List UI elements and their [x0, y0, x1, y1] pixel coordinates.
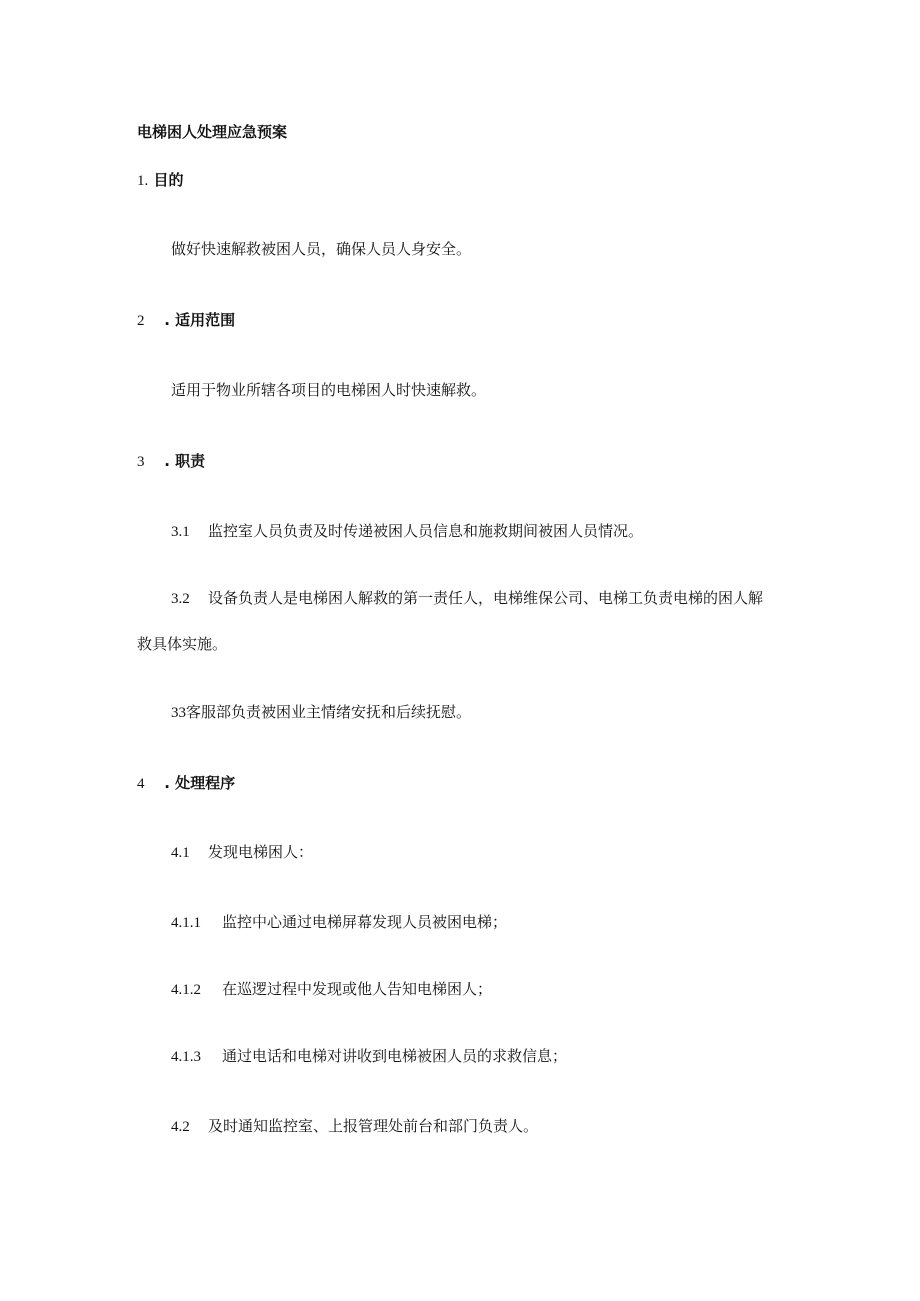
section-heading-2 [137, 310, 235, 331]
paragraph-continuation: 救具体实施。 [137, 635, 228, 653]
section-number: 2 [137, 313, 145, 329]
numbered-paragraph-4-1-3 [171, 1046, 567, 1067]
section-number: 4 [137, 776, 145, 792]
numbered-paragraph-4-2 [171, 1116, 538, 1137]
item-number: 33 [171, 705, 186, 721]
item-text: 监控室人员负责及时传递被困人员信息和施救期间被困人员情况。 [208, 522, 644, 540]
numbered-paragraph-4-1-2 [171, 979, 492, 1000]
item-number: 4.1.3 [171, 1049, 201, 1065]
section-heading-1 [137, 170, 184, 191]
item-text: 及时通知监控室、上报管理处前台和部门负责人。 [208, 1117, 539, 1135]
item-number: 4.1.2 [171, 982, 201, 998]
numbered-paragraph-4-1-1 [171, 912, 507, 933]
section-number: 3 [137, 454, 145, 470]
item-text: 设备负责人是电梯困人解救的第一责任人，电梯维保公司、电梯工负责电梯的困人解 [208, 589, 764, 607]
item-text: 客服部负责被困业主情绪安抚和后续抚慰。 [186, 703, 472, 721]
numbered-paragraph-4-1 [171, 842, 313, 863]
item-text: 发现电梯困人： [208, 843, 314, 861]
section-title: 目的 [153, 171, 184, 189]
section-heading-3 [137, 451, 205, 472]
item-text: 监控中心通过电梯屏幕发现人员被困电梯； [222, 913, 508, 931]
item-number: 4.1 [171, 845, 190, 861]
numbered-paragraph-3-1 [171, 521, 643, 542]
item-number: 3.1 [171, 524, 190, 540]
document-title: 电梯困人处理应急预案 [137, 123, 288, 141]
paragraph: 做好快速解救被困人员，确保人员人身安全。 [171, 240, 472, 258]
section-heading-4 [137, 773, 235, 794]
item-number: 3.2 [171, 591, 190, 607]
item-text: 通过电话和电梯对讲收到电梯被困人员的求救信息； [222, 1047, 568, 1065]
section-title: . 处理程序 [164, 774, 236, 792]
section-title: . 职责 [164, 452, 206, 470]
numbered-paragraph-3-2 [171, 588, 763, 609]
item-number: 4.2 [171, 1119, 190, 1135]
item-text: 在巡逻过程中发现或他人告知电梯困人； [222, 980, 493, 998]
item-number: 4.1.1 [171, 915, 201, 931]
section-title: . 适用范围 [164, 311, 236, 329]
paragraph: 适用于物业所辖各项目的电梯困人时快速解救。 [171, 381, 487, 399]
section-number: 1. [137, 173, 149, 189]
numbered-paragraph-3-3 [171, 702, 471, 723]
